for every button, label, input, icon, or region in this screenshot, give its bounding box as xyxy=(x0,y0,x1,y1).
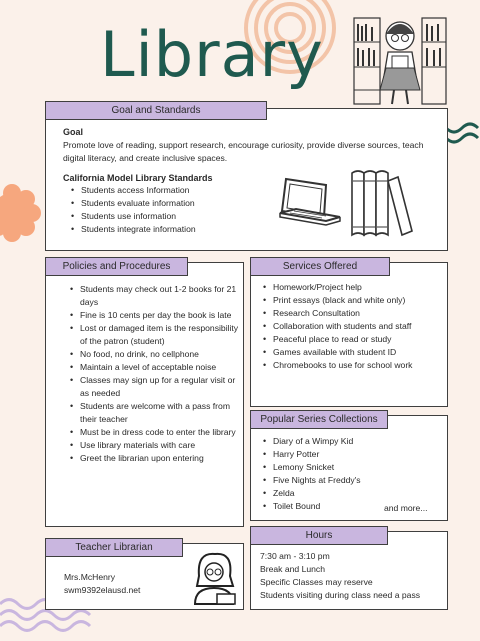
list-item: • Homework/Project help xyxy=(261,281,443,294)
teacher-email: swm9392elausd.net xyxy=(64,585,141,595)
list-item: • Research Consultation xyxy=(261,307,443,320)
policies-list xyxy=(68,283,240,465)
tab-hours: Hours xyxy=(250,526,388,545)
list-item: • Students use information xyxy=(69,210,438,223)
list-item: • Students integrate information xyxy=(69,223,438,236)
list-item: • Students may check out 1-2 books for 21 days xyxy=(68,283,240,309)
list-item: • Chromebooks to use for school work xyxy=(261,359,443,372)
tab-goal-standards: Goal and Standards xyxy=(45,101,267,120)
list-item: • Peaceful place to read or study xyxy=(261,333,443,346)
goal-heading: Goal xyxy=(63,127,84,137)
tab-services: Services Offered xyxy=(250,257,390,276)
hours-line: Specific Classes may reserve xyxy=(260,577,373,587)
standards-heading: California Model Library Standards xyxy=(63,173,213,183)
list-item: • Greet the librarian upon entering xyxy=(68,452,240,465)
list-item: • Games available with student ID xyxy=(261,346,443,359)
list-item: • Harry Potter xyxy=(261,448,443,461)
hours-line: Break and Lunch xyxy=(260,564,325,574)
teacher-icon xyxy=(189,550,239,606)
goal-standards-panel xyxy=(45,108,448,251)
services-panel xyxy=(250,262,448,407)
tab-policies: Policies and Procedures xyxy=(45,257,188,276)
list-item: • Collaboration with students and staff xyxy=(261,320,443,333)
librarian-girl-icon xyxy=(352,12,448,108)
list-item: • Lemony Snicket xyxy=(261,461,443,474)
goal-text: Promote love of reading, support research, encourage curiosity, provide diverse sources, teach digital literacy, and create inclusive spaces. xyxy=(63,140,424,163)
list-item: • Zelda xyxy=(261,487,443,500)
list-item: • Fine is 10 cents per day the book is late xyxy=(68,309,240,322)
list-item: • Lost or damaged item is the responsibility of the patron (student) xyxy=(68,322,240,348)
hours-line: Students visiting during class need a pass xyxy=(260,590,421,600)
list-item: • Must be in dress code to enter the library xyxy=(68,426,240,439)
list-item: • Use library materials with care xyxy=(68,439,240,452)
list-item: • Five Nights at Freddy's xyxy=(261,474,443,487)
list-item: • Diary of a Wimpy Kid xyxy=(261,435,443,448)
page-title: Library xyxy=(100,18,324,91)
list-item: • Classes may sign up for a regular visit or as needed xyxy=(68,374,240,400)
tab-teacher: Teacher Librarian xyxy=(45,538,183,557)
series-more: and more... xyxy=(384,503,428,513)
laptop-icon xyxy=(272,175,344,235)
list-item: • Students evaluate information xyxy=(69,197,438,210)
books-icon xyxy=(346,167,416,239)
list-item: • Students are welcome with a pass from their teacher xyxy=(68,400,240,426)
orange-flower-icon xyxy=(0,184,41,242)
series-panel xyxy=(250,415,448,521)
list-item: • Print essays (black and white only) xyxy=(261,294,443,307)
list-item: • Maintain a level of acceptable noise xyxy=(68,361,240,374)
list-item: • Toilet Bound xyxy=(261,500,443,513)
services-list xyxy=(261,281,443,372)
list-item: • No food, no drink, no cellphone xyxy=(68,348,240,361)
list-item: • Students access Information xyxy=(69,184,438,197)
teacher-name: Mrs.McHenry xyxy=(64,572,116,582)
tab-series: Popular Series Collections xyxy=(250,410,388,429)
hours-line: 7:30 am - 3:10 pm xyxy=(260,551,330,561)
policies-panel xyxy=(45,262,244,527)
